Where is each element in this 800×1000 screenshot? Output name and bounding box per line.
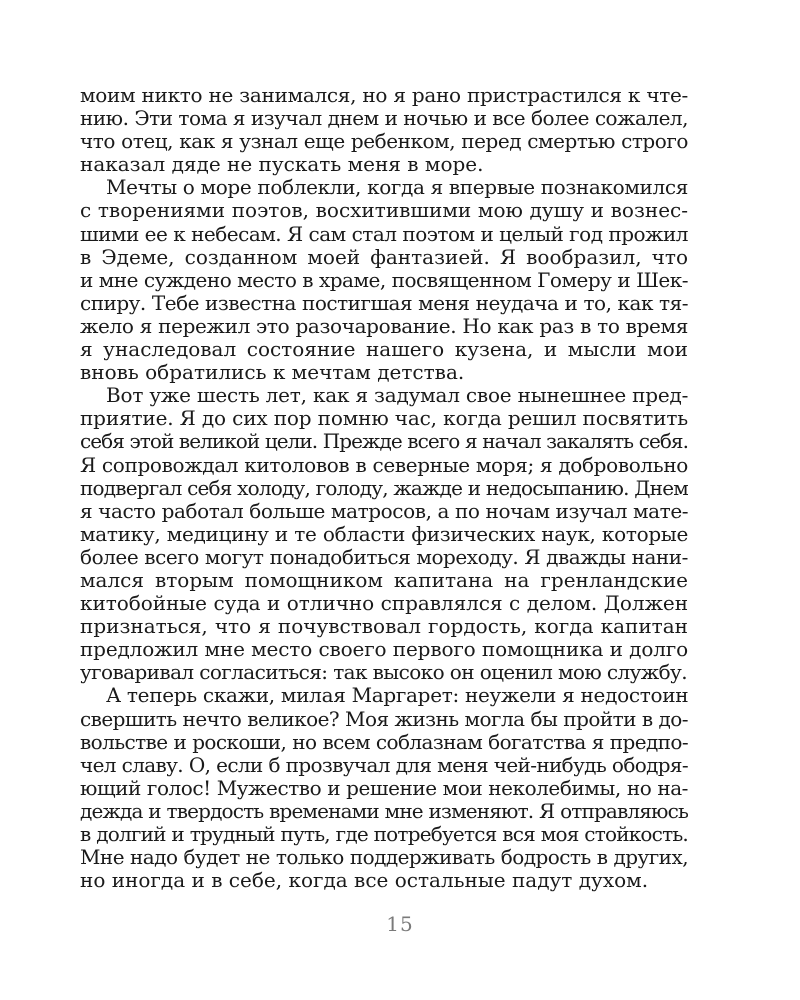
text-line: что отец, как я узнал еще ребенком, перед смертью строго: [80, 130, 688, 154]
text-line: Я сопровождал китоловов в северные моря; я добровольно: [80, 453, 688, 477]
text-line: моим никто не занимался, но я рано пристрастился к чте-: [80, 84, 688, 107]
text-line: вольстве и роскоши, но всем соблазнам богатства я предпо-: [80, 730, 688, 754]
text-line: приятие. Я до сих пор помню час, когда решил посвятить: [80, 407, 688, 431]
text-line: но иногда и в себе, когда все остальные падут духом.: [80, 869, 649, 893]
paragraph: [80, 84, 688, 176]
text-line: я часто работал больше матросов, а по ночам изучал мате-: [80, 499, 688, 523]
text-line: шими ее к небесам. Я сам стал поэтом и целый год прожил: [80, 222, 688, 246]
text-line: свершить нечто великое? Моя жизнь могла бы пройти в до-: [80, 707, 688, 731]
text-line: Мечты о море поблекли, когда я впервые познакомился: [106, 176, 688, 200]
text-line: вновь обратились к мечтам детства.: [80, 361, 465, 385]
text-line: в долгий и трудный путь, где потребуется вся моя стойкость.: [80, 823, 688, 846]
text-line: Мне надо будет не только поддерживать бодрость в других,: [80, 846, 688, 870]
text-line: нию. Эти тома я изучал днем и ночью и все более сожалел,: [80, 107, 688, 131]
page-number: 15: [386, 912, 414, 936]
text-line: и мне суждено место в храме, посвященном Гомеру и Шек-: [80, 268, 688, 292]
text-line: уговаривал согласиться: так высоко он оценил мою службу.: [80, 661, 687, 685]
text-line: ющий голос! Мужество и решение мои неколебимы, но на-: [80, 776, 688, 800]
text-line: жело я пережил это разочарование. Но как раз в то время: [80, 314, 688, 338]
body-text: [80, 84, 688, 892]
text-line: более всего могут понадобиться мореходу. Я дважды нани-: [80, 545, 688, 569]
text-line: матику, медицину и те области физических наук, которые: [80, 522, 688, 546]
text-line: в Эдеме, созданном моей фантазией. Я вообразил, что: [80, 245, 688, 269]
text-line: мался вторым помощником капитана на гренландские: [80, 568, 688, 592]
text-line: признаться, что я почувствовал гордость, когда капитан: [80, 615, 688, 639]
paragraph: [80, 384, 688, 684]
text-line: чел славу. О, если б прозвучал для меня чей-нибудь ободря-: [80, 753, 688, 777]
text-line: дежда и твердость временами мне изменяют. Я отправляюсь: [80, 799, 688, 823]
text-line: я унаследовал состояние нашего кузена, и мысли мои: [80, 338, 688, 362]
paragraph: [80, 176, 688, 384]
text-line: с творениями поэтов, восхитившими мою душу и вознес-: [80, 199, 688, 223]
text-line: Вот уже шесть лет, как я задумал свое нынешнее пред-: [106, 384, 688, 408]
text-line: подвергал себя холоду, голоду, жажде и недосыпанию. Днем: [80, 476, 688, 500]
text-line: предложил мне место своего первого помощника и долго: [80, 638, 688, 662]
text-line: себя этой великой цели. Прежде всего я начал закалять себя.: [80, 430, 688, 454]
text-line: А теперь скажи, милая Маргарет: неужели я недостоин: [106, 684, 688, 708]
paragraph: [80, 684, 688, 892]
text-line: спиру. Тебе известна постигшая меня неудача и то, как тя-: [80, 291, 688, 315]
text-line: китобойные суда и отлично справлялся с делом. Должен: [80, 592, 688, 616]
text-line: наказал дяде не пускать меня в море.: [80, 153, 484, 177]
